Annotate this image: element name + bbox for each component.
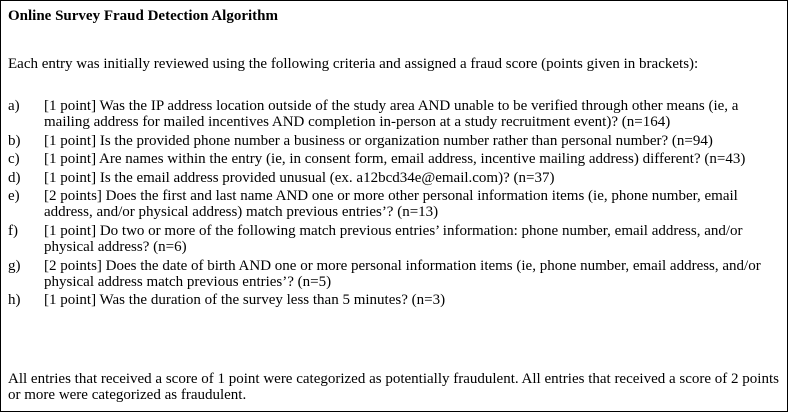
criteria-list [8, 98, 782, 311]
document-title: Online Survey Fraud Detection Algorithm [8, 8, 278, 24]
criterion-a [8, 98, 782, 130]
criterion-text: [1 point] Are names within the entry (ie, in consent form, email address, incentive mailing address) different? (n=43) [44, 151, 746, 168]
criterion-text: [1 point] Was the duration of the survey less than 5 minutes? (n=3) [44, 292, 446, 309]
criterion-c [8, 151, 782, 167]
criterion-d [8, 170, 782, 186]
criterion-letter: b) [8, 132, 21, 149]
criterion-text: [1 point] Do two or more of the following match previous entries’ information: phone number, email address, and/or physical address? (n=6) [44, 222, 743, 255]
criterion-e [8, 188, 782, 220]
intro-text: Each entry was initially reviewed using the following criteria and assigned a fraud score (points given in brackets): [8, 56, 699, 72]
criterion-f [8, 223, 782, 255]
criterion-text: [2 points] Does the date of birth AND one or more personal information items (ie, phone number, email address, and/or physical address match previous entries’? (n=5) [44, 257, 761, 290]
criterion-h [8, 292, 782, 308]
criterion-text: [1 point] Is the provided phone number a business or organization number rather than personal number? (n=94) [44, 132, 713, 149]
criterion-letter: a) [8, 98, 20, 114]
criterion-text: [1 point] Was the IP address location outside of the study area AND unable to be verified through other means (ie, a mailing address for mailed incentives AND completion in-person at a study recruitment event)? (n=164) [44, 98, 739, 130]
criterion-letter: f) [8, 222, 18, 239]
criterion-letter: d) [8, 169, 21, 186]
criterion-letter: e) [8, 188, 20, 205]
criterion-g [8, 258, 782, 290]
conclusion-text: All entries that received a score of 1 point were categorized as potentially fraudulent. All entries that received a score of 2 points or more were categorized as fraudulent. [8, 371, 779, 403]
criterion-letter: c) [8, 151, 20, 168]
criterion-letter: g) [8, 257, 21, 274]
criterion-b [8, 133, 782, 149]
criterion-letter: h) [8, 292, 21, 309]
criterion-text: [1 point] Is the email address provided unusual (ex. a12bcd34e@email.com)? (n=37) [44, 169, 555, 186]
criterion-text: [2 points] Does the first and last name AND one or more other personal information items (ie, phone number, email address, and/or physical address) match previous entries’? (n=13) [44, 188, 738, 221]
